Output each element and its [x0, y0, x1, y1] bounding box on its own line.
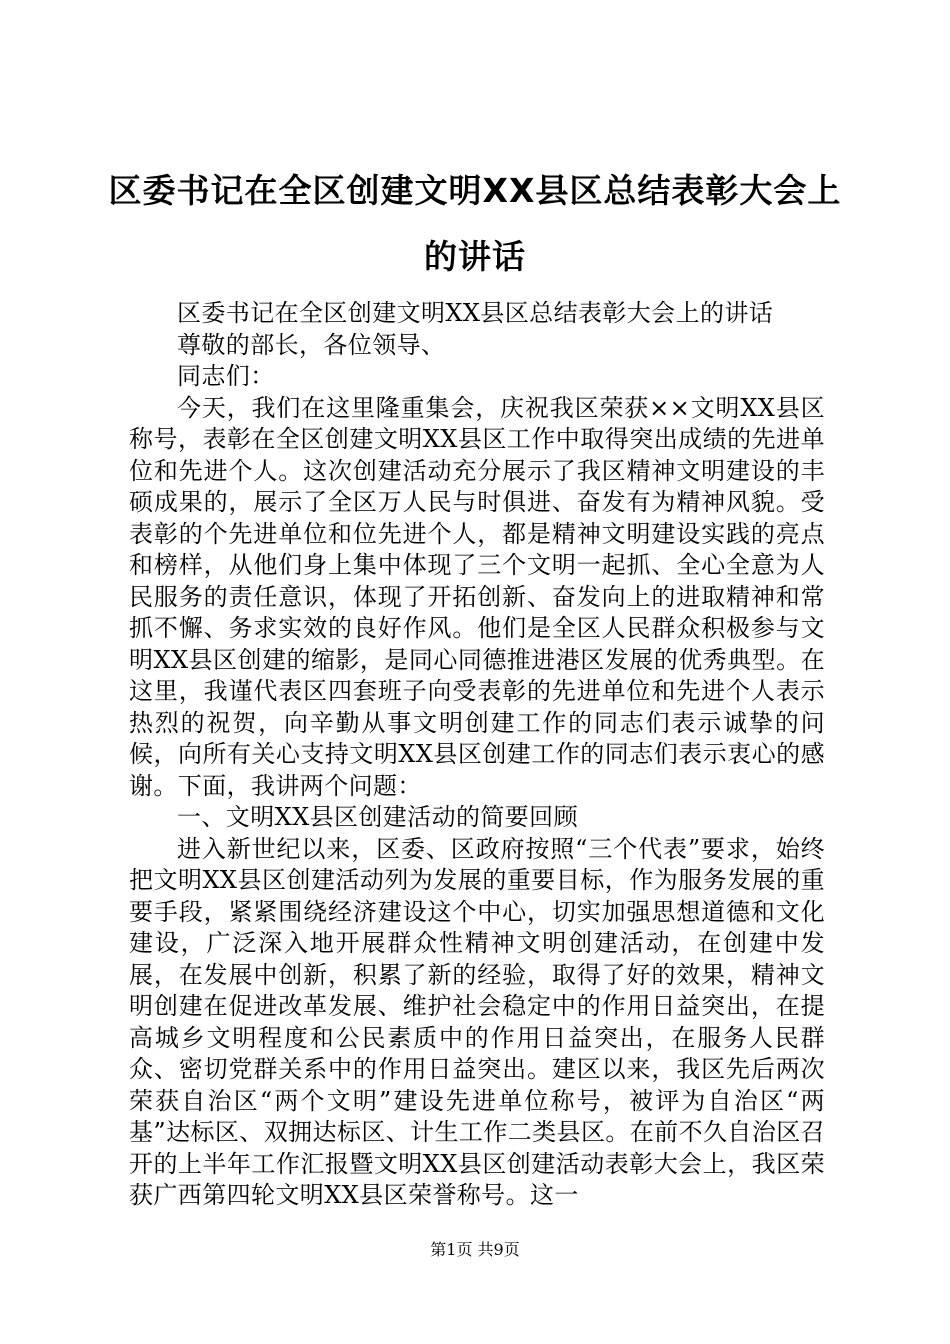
paragraph-opening: 今天，我们在这里隆重集会，庆祝我区荣获××文明XX县区称号，表彰在全区创建文明XX县区工作中取得突出成绩的先进单位和先进个人。这次创建活动充分展示了我区精神文明建设的丰硕成果的，展示了全区万人民与时俱进、奋发有为精神风貌。受表彰的个先进单位和位先进个人，都是精神文明建设实践的亮点和榜样，从他们身上集中体现了三个文明一起抓、全心全意为人民服务的责任意识，体现了开拓创新、奋发向上的进取精神和常抓不懈、务求实效的良好作风。他们是全区人民群众积极参与文明XX县区创建的缩影，是同心同德推进港区发展的优秀典型。在这里，我谨代表区四套班子向受表彰的先进单位和先进个人表示热烈的祝贺，向辛勤从事文明创建工作的同志们表示诚挚的问候，向所有关心支持文明XX县区创建工作的同志们表示衷心的感谢。下面，我讲两个问题：: [129, 393, 825, 800]
paragraph-salutation: 尊敬的部长，各位领导、: [177, 330, 446, 359]
paragraph-repeated-title: 区委书记在全区创建文明XX县区总结表彰大会上的讲话: [177, 299, 774, 327]
document-title: 区委书记在全区创建文明XX县区总结表彰大会上的讲话: [108, 171, 842, 276]
page-number-footer: 第1页 共9页: [430, 1240, 520, 1259]
paragraph-review: 进入新世纪以来，区委、区政府按照“三个代表”要求，始终把文明XX县区创建活动列为发展的重要目标，作为服务发展的重要手段，紧紧围绕经济建设这个中心，切实加强思想道德和文化建设，广泛深入地开展群众性精神文明创建活动，在创建中发展，在发展中创新，积累了新的经验，取得了好的效果，精神文明创建在促进改革发展、维护社会稳定中的作用日益突出，在提高城乡文明程度和公民素质中的作用日益突出，在服务人民群众、密切党群关系中的作用日益突出。建区以来，我区先后两次荣获自治区“两个文明”建设先进单位称号，被评为自治区“两基”达标区、双拥达标区、计生工作二类县区。在前不久自治区召开的上半年工作汇报暨文明XX县区创建活动表彰大会上，我区荣获广西第四轮文明XX县区荣誉称号。这一: [129, 834, 825, 1209]
section-heading-review: 一、文明XX县区创建活动的简要回顾: [177, 803, 578, 831]
paragraph-salutation-comrades: 同志们：: [177, 362, 275, 390]
document-body: [129, 298, 825, 1212]
